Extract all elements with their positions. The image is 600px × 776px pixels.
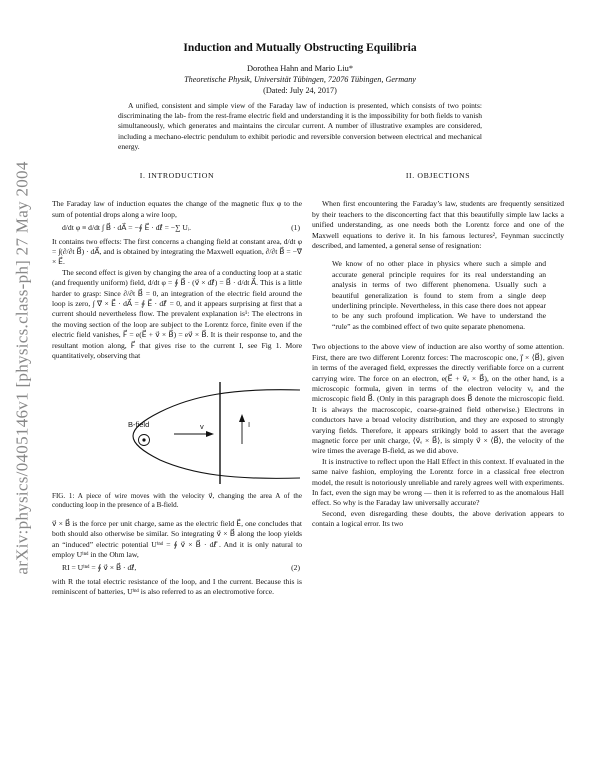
- abstract: A unified, consistent and simple view of the Faraday law of induction is presented, which consists of two points: discriminating the lab- from the rest-frame electric field and understanding it is the impossibility for both fields to vanish simultaneously, which generates and maintains the circular current. A number of illustrative examples are considered, including a mechano-electric pendulum to exhibit periodic and reversible conversion between electrical and mechanical energy.: [118, 101, 482, 151]
- intro-paragraph-3: The second effect is given by changing the area of a conducting loop at a static (and frequently uniform) field, d/dt φ = ∮ B⃗ · (v⃗ × dℓ⃗) = B⃗ · d/dt A⃗. This is a little harder to grasp: Since ∂/∂t B⃗ = 0, an integration of the electric field around the loop is zero, ∫ ∇⃗ × E⃗ · dA⃗ = ∮ E⃗ · dℓ⃗ = 0, and it appears surprising at first that a current should nevertheless flow. The prevalent explanation is¹: The electrons in the moving section of the loop are subject to the Lorentz force, finite even if the electric field vanishes, F⃗ = e(E⃗ + v⃗ × B⃗) = ev⃗ × B⃗. It is their response to, and the resultant motion along, F⃗ that gives rise to the current I, see Fig 1. More quantitatively, observing that: [52, 267, 302, 361]
- paper-affiliation: Theoretische Physik, Universität Tübingen, 72076 Tübingen, Germany: [184, 75, 416, 84]
- wire-loop-diagram: [52, 368, 302, 486]
- current-arrowhead: [239, 414, 245, 422]
- intro-paragraph-1: The Faraday law of induction equates the change of the magnetic flux φ to the sum of potential drops along a wire loop,: [52, 199, 302, 219]
- current-label: I: [248, 419, 251, 429]
- velocity-label: v: [200, 421, 204, 431]
- paper-title: Induction and Mutually Obstructing Equilibria: [183, 42, 417, 54]
- equation-2: [62, 563, 302, 573]
- intro-paragraph-5: with R the total electric resistance of the loop, and I the current. Because this is reminiscent of batteries, Uⁱⁿᵈ is also referred to as an electromotive force.: [52, 576, 302, 597]
- left-column: [52, 171, 302, 598]
- paper-date: (Dated: July 24, 2017): [263, 86, 337, 95]
- wire-loop-path: [133, 389, 300, 478]
- figure-1-caption: FIG. 1: A piece of wire moves with the velocity v⃗, changing the area A of the conducting loop in the presence of a B-field.: [52, 491, 302, 510]
- objections-paragraph-2: Two objections to the above view of induction are also worthy of some attention. First, there are two different Lorentz forces: The macroscopic one, j⃗ × ⟨B⃗⟩, given in terms of the averaged field, expresses the directly verifiable force on a current carrying wire. The force on an electron, e(E⃗ + v⃗ₑ × B⃗), on the other hand, is a microscopic formula, given in terms of the electron velocity vₑ and the microscopic field B⃗. (Only in this paragraph does B⃗ denote the microscopic field. It is always the macroscopic, coarse-grained field otherwise.) Electrons in conductors have a broad velocity distribution, and they are exposed to strongly varying fields. Therefore, it appears strikingly bold to assert that the average magnetic force per unit charge, ⟨v⃗ₑ × B⃗⟩, is simply v⃗ × ⟨B⃗⟩, the velocity of the wire times the average B-field, as we did above.: [312, 342, 564, 456]
- figure-1: [52, 368, 302, 486]
- arxiv-sidebar: [6, 98, 40, 638]
- feynman-quote: We know of no other place in physics where such a simple and accurate general principle requires for its real understanding an analysis in terms of two different phenomena. Usually such a beautiful generalization is found to stem from a single deep underlining principle. Nevertheless, in this case there does not appear to be any such profound implication. We have to understand the “rule” as the combined effect of two quite separate phenomena.: [332, 259, 546, 331]
- equation-1-body: d/dt φ ≡ d/dt ∫ B⃗ · dA⃗ = −∮ E⃗ · dℓ⃗ = −∑ Uᵢ.: [62, 223, 191, 233]
- equation-1-number: (1): [291, 223, 300, 233]
- bfield-label: B-field: [128, 419, 150, 429]
- intro-paragraph-4: v⃗ × B⃗ is the force per unit charge, same as the electric field E⃗, one concludes that both should also otherwise be similar. So integrating v⃗ × B⃗ along the loop yields an “induced” electric potential Uⁱⁿᵈ = ∮ v⃗ × B⃗ · dℓ⃗. And it is only natural to employ Uⁱⁿᵈ in the Ohm law,: [52, 518, 302, 559]
- right-column: [312, 171, 564, 530]
- section-heading-introduction: I. INTRODUCTION: [139, 171, 215, 180]
- equation-2-body: RI = Uⁱⁿᵈ = ∮ v⃗ × B⃗ · dℓ⃗,: [62, 563, 137, 573]
- objections-paragraph-1: When first encountering the Faraday’s law, students are frequently sensitized by their teachers to the disconcerting fact that this beautifully simple law lacks a unified understanding, as one needs both the Lorentz force and one of the Maxwell equations to derive it. In his famous lectures², Feynman succinctly described, and lamented, a general sense of resignation:: [312, 199, 564, 251]
- section-heading-objections: II. OBJECTIONS: [405, 171, 471, 180]
- intro-paragraph-2: It contains two effects: The first concerns a changing field at constant area, d/dt φ = ∫(∂/∂t B⃗) · dA⃗, and is obtained by integrating the Maxwell equation, ∂/∂t B⃗ = −∇⃗ × E⃗.: [52, 236, 302, 267]
- equation-1: [62, 223, 302, 233]
- equation-2-number: (2): [291, 563, 300, 573]
- objections-paragraph-3: It is instructive to reflect upon the Hall Effect in this context. If evaluated in the same naive fashion, employing the Lorentz force in a classical free electron model, the result is notoriously unreliable and rarely agrees well with experiments. In fact, even the sign may be wrong — then it is referred to as the anomalous Hall effect. So why is the Faraday law universally accurate?: [312, 456, 564, 508]
- objections-paragraph-4: Second, even disregarding these doubts, the above derivation appears to contain a logical error. Its two: [312, 508, 564, 529]
- arxiv-identifier: arXiv:physics/0405146v1 [physics.class-ph] 27 May 2004: [13, 161, 33, 575]
- bfield-symbol-dot: [142, 438, 145, 441]
- paper-authors: Dorothea Hahn and Mario Liu*: [246, 64, 354, 73]
- velocity-arrowhead: [206, 431, 214, 437]
